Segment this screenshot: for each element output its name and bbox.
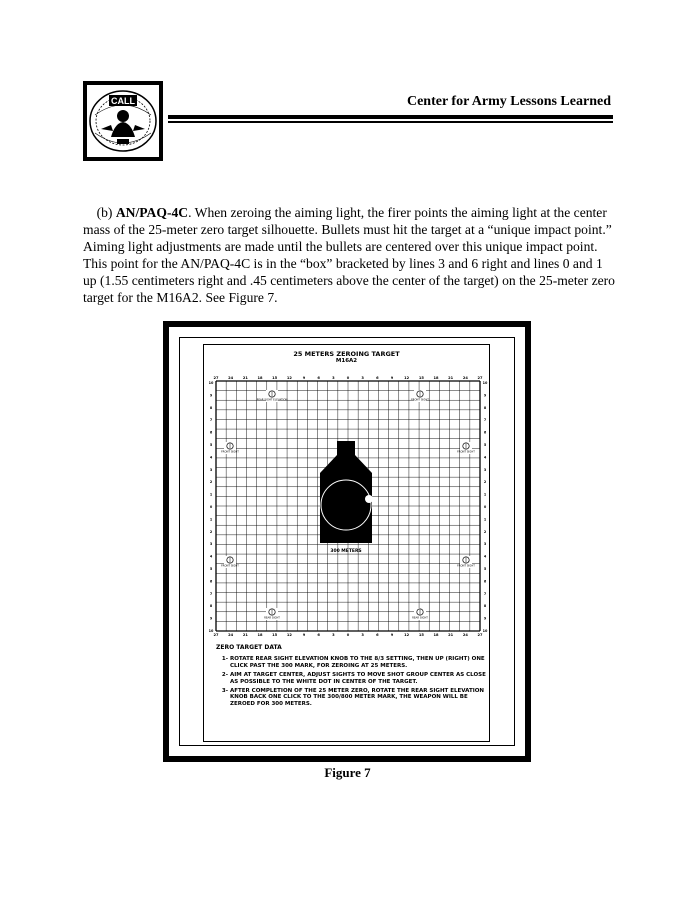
- call-logo: [83, 81, 163, 161]
- scale-label-top: 24: [228, 376, 234, 380]
- scale-label-right: 5: [483, 567, 487, 571]
- body-paragraph: [83, 204, 618, 306]
- scale-label-top: 0: [346, 376, 350, 380]
- scale-label-right: 10: [482, 629, 488, 633]
- scale-label-bottom: 12: [286, 633, 292, 637]
- scale-label-right: 5: [483, 443, 487, 447]
- scale-label-left: 1: [209, 517, 213, 522]
- scale-label-bottom: 9: [390, 633, 394, 637]
- sight-marker-label: FRONT SIGHT: [411, 398, 429, 402]
- scale-label-right: 8: [483, 604, 487, 609]
- scale-label-bottom: 18: [433, 633, 439, 637]
- scale-label-right: 4: [483, 554, 487, 559]
- scale-label-left: 5: [209, 567, 213, 571]
- scale-label-left: 8: [209, 405, 213, 410]
- scale-label-bottom: 6: [317, 633, 320, 637]
- white-dot: [365, 495, 373, 503]
- scale-label-left: 8: [209, 604, 213, 609]
- header-rule-thin: [168, 121, 613, 123]
- zero-step-text: AIM AT TARGET CENTER, ADJUST SIGHTS TO MOVE SHOT GROUP CENTER AS CLOSE AS POSSIBLE TO THE WHITE DOT IN CENTER OF THE TARGET.: [230, 672, 486, 685]
- zero-step-text: AFTER COMPLETION OF THE 25 METER ZERO, ROTATE THE REAR SIGHT ELEVATION KNOB BACK ONE CLICK TO THE 300/800 METER MARK, THE WEAPON WILL BE ZEROED FOR 300 METERS.: [230, 688, 485, 707]
- sight-marker-label: FRONT SIGHT: [221, 564, 239, 568]
- scale-label-bottom: 27: [213, 633, 219, 637]
- zero-step-number: 2-: [221, 672, 228, 679]
- scale-label-left: 7: [209, 418, 213, 423]
- scale-label-right: 1: [483, 517, 487, 522]
- scale-label-bottom: 3: [332, 633, 335, 637]
- scale-label-left: 7: [209, 591, 213, 596]
- scale-label-left: 1: [209, 492, 213, 497]
- scale-label-top: 18: [257, 376, 263, 380]
- svg-text:CALL: CALL: [111, 96, 135, 106]
- scale-label-bottom: 15: [272, 633, 278, 637]
- scale-label-top: 9: [390, 376, 394, 380]
- scale-label-bottom: 3: [361, 633, 364, 637]
- zero-step-number: 3-: [221, 688, 228, 695]
- scale-label-left: 5: [209, 443, 213, 447]
- scale-label-right: 1: [483, 492, 487, 497]
- scale-label-top: 6: [376, 376, 379, 380]
- scale-label-top: 27: [477, 376, 483, 380]
- scale-label-right: 0: [483, 505, 487, 509]
- scale-label-left: 2: [209, 480, 213, 485]
- header-rule-thick: [168, 115, 613, 119]
- scale-label-right: 6: [483, 579, 487, 584]
- scale-label-left: 10: [208, 381, 214, 385]
- figure-caption: Figure 7: [324, 765, 371, 780]
- zero-step-text: ROTATE REAR SIGHT ELEVATION KNOB TO THE 8/3 SETTING, THEN UP (RIGHT) ONE CLICK PAST THE 300 MARK, FOR ZEROING AT 25 METERS.: [230, 656, 485, 669]
- scale-label-right: 10: [482, 381, 488, 385]
- scale-label-left: 2: [209, 529, 213, 534]
- scale-label-bottom: 21: [242, 633, 248, 637]
- scale-label-right: 3: [483, 467, 487, 472]
- zero-data-title: ZERO TARGET DATA: [216, 644, 282, 651]
- scale-label-left: 9: [209, 616, 213, 621]
- scale-label-top: 3: [361, 376, 364, 380]
- scale-label-top: 15: [272, 376, 278, 380]
- target-subtitle: M16A2: [335, 358, 358, 364]
- scale-label-right: 6: [483, 430, 487, 435]
- scale-label-left: 6: [209, 579, 213, 584]
- zero-step: [216, 656, 486, 669]
- scale-label-right: 2: [483, 529, 487, 534]
- scale-label-right: 3: [483, 542, 487, 547]
- zero-step-number: 1-: [221, 656, 228, 663]
- zeroing-target-sheet: [203, 344, 490, 742]
- scale-label-left: 3: [209, 467, 213, 472]
- scale-label-top: 9: [302, 376, 306, 380]
- scale-label-left: 9: [209, 393, 213, 398]
- scale-label-right: 8: [483, 405, 487, 410]
- paragraph-body: . When zeroing the aiming light, the firer points the aiming light at the center mass of the 25-meter zero target silhouette. Bullets must hit the target at a “unique impact point.” Aiming light adjustments are made until the bullets are centered over this unique impact point. This point for the AN/PAQ-4C is in the “box” bracketed by lines 3 and 6 right and lines 0 and 1 up (1.55 centimeters right and .45 centimeters above the center of the target) on the 25-meter zero target for the M16A2. See Figure 7.: [83, 205, 615, 305]
- scale-label-bottom: 21: [448, 633, 454, 637]
- scale-label-left: 0: [209, 505, 213, 509]
- call-logo-image: [87, 85, 159, 157]
- paragraph-prefix: (b): [96, 205, 116, 220]
- scale-label-bottom: 24: [462, 633, 468, 637]
- scale-label-top: 15: [418, 376, 424, 380]
- scale-label-left: 4: [209, 554, 213, 559]
- scale-label-top: 18: [433, 376, 439, 380]
- sight-marker-label: FRONT SIGHT: [457, 564, 475, 568]
- scale-label-bottom: 12: [404, 633, 410, 637]
- scale-label-right: 4: [483, 455, 487, 460]
- scale-label-left: 6: [209, 430, 213, 435]
- scale-label-bottom: 15: [418, 633, 424, 637]
- scale-label-top: 3: [332, 376, 335, 380]
- silhouette-label: 300 METERS: [330, 549, 362, 554]
- sight-marker-label: REAR SIGHT: [412, 616, 428, 620]
- scale-label-top: 12: [286, 376, 292, 380]
- scale-label-bottom: 0: [346, 633, 350, 637]
- sight-marker-label: REAR SIGHT ELEVATION: [256, 398, 288, 402]
- header-title: Center for Army Lessons Learned: [406, 94, 611, 109]
- scale-label-right: 9: [483, 616, 487, 621]
- scale-label-bottom: 27: [477, 633, 483, 637]
- scale-label-top: 12: [404, 376, 410, 380]
- scale-label-top: 6: [317, 376, 320, 380]
- scale-label-top: 21: [448, 376, 454, 380]
- zero-step: [216, 672, 486, 685]
- sight-marker-label: REAR SIGHT: [264, 616, 280, 620]
- sight-marker-label: FRONT SIGHT: [457, 450, 475, 454]
- scale-label-bottom: 6: [376, 633, 379, 637]
- target-title: 25 METERS ZEROING TARGET: [293, 350, 400, 358]
- scale-label-left: 10: [208, 629, 214, 633]
- sight-marker-label: FRONT SIGHT: [221, 450, 239, 454]
- scale-label-top: 21: [242, 376, 248, 380]
- scale-label-left: 4: [209, 455, 213, 460]
- silhouette-head: [337, 441, 355, 455]
- zero-step: [216, 688, 486, 707]
- scale-label-right: 2: [483, 480, 487, 485]
- scale-label-right: 7: [483, 591, 487, 596]
- scale-label-right: 7: [483, 418, 487, 423]
- zero-target-data: [216, 645, 486, 710]
- scale-label-right: 9: [483, 393, 487, 398]
- scale-label-bottom: 24: [228, 633, 234, 637]
- paragraph-term: AN/PAQ-4C: [115, 205, 189, 220]
- center-ring: [321, 480, 371, 530]
- scale-label-top: 24: [462, 376, 468, 380]
- scale-label-left: 3: [209, 542, 213, 547]
- scale-label-top: 27: [213, 376, 219, 380]
- soldier-emblem-icon: [87, 85, 159, 157]
- scale-label-bottom: 18: [257, 633, 263, 637]
- scale-label-bottom: 9: [302, 633, 306, 637]
